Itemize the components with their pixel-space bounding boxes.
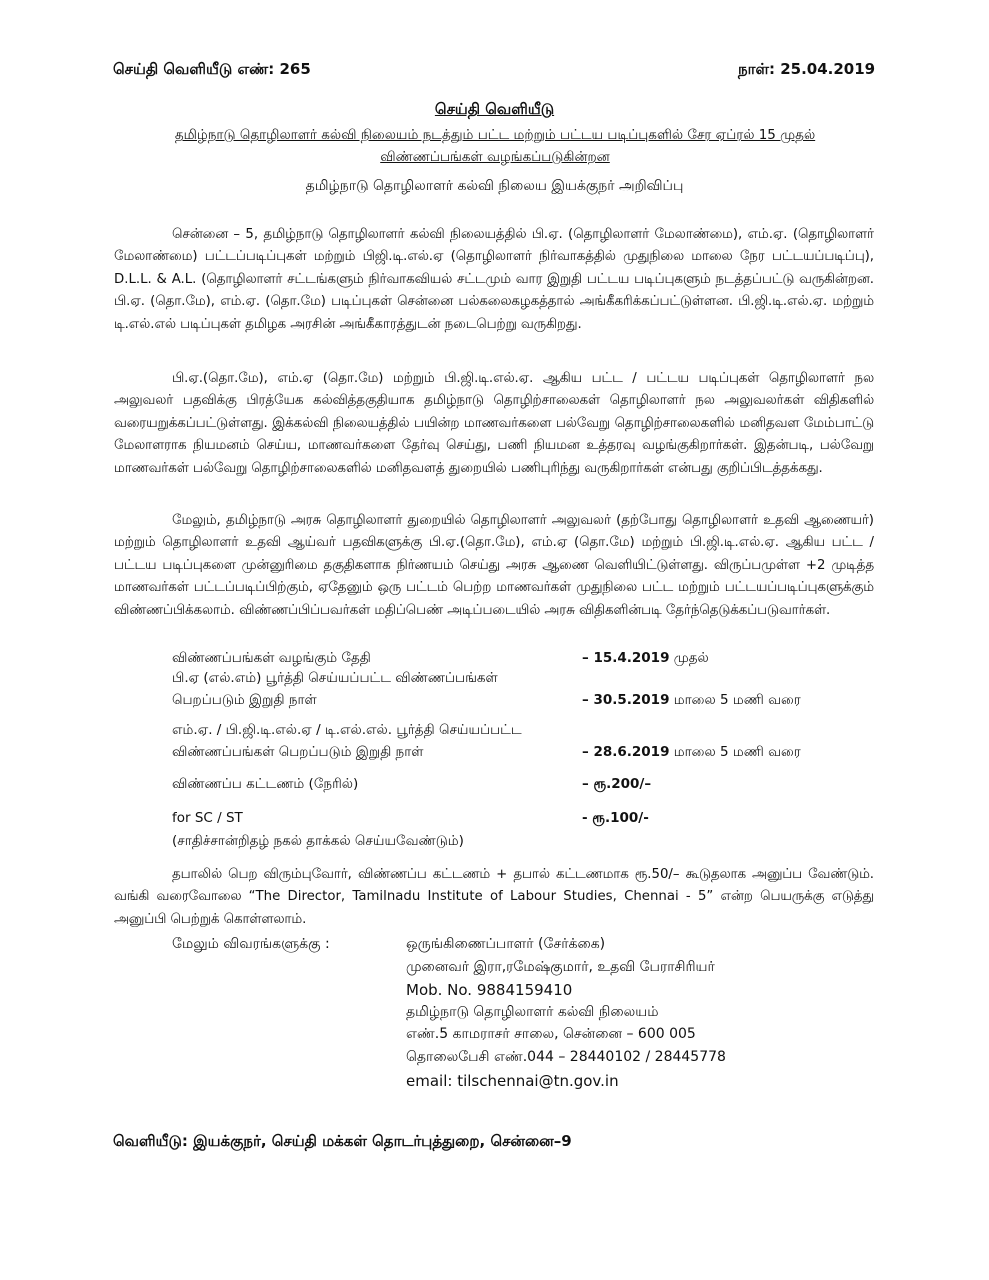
paragraph-intro: சென்னை – 5, தமிழ்நாடு தொழிலாளர் கல்வி நிலையத்தில் பி.ஏ. (தொழிலாளர் மேலாண்மை), எம்.ஏ. (தொழிலாளர் மேலாண்மை) பட்டப்படிப்புகள் மற்றும் பிஜி.டி.எல்.ஏ (தொழிலாளர் நிர்வாகத்தில் முதுநிலை மாலை நேர பட்டயப்படிப்பு), D.L.L. & A.L. (தொழிலாளர் சட்டங்களும் நிர்வாகவியல் சட்டமும் வார இறுதி பட்டய படிப்புகளும் நடத்தப்பட்டு வருகின்றன. பி.ஏ. (தொ.மே), எம்.ஏ. (தொ.மே) படிப்புகள் சென்னை பல்கலைகழகத்தால் அங்கீகரிக்கப்பட்டுள்ளன. பி.ஜி.டி.எல்.ஏ. மற்றும் டி.எல்.எல் படிப்புகள் தமிழக அரசின் அங்கீகாரத்துடன் நடைபெற்று வருகிறது. <box>114 227 874 332</box>
contact-phone: தொலைபேசி எண்.044 – 28440102 / 28445778 <box>406 1049 726 1065</box>
contact-mobile: Mob. No. 9884159410 <box>406 981 573 999</box>
contact-label: மேலும் விவரங்களுக்கு : <box>172 936 330 952</box>
scst-fee-label: for SC / ST <box>172 810 243 826</box>
release-date: நாள்: 25.04.2019 <box>738 60 876 78</box>
announcement: தமிழ்நாடு தொழிலாளர் கல்வி நிலைய இயக்குநர் அறிவிப்பு <box>305 178 684 194</box>
paragraph-government-order: மேலும், தமிழ்நாடு அரசு தொழிலாளர் துறையில் தொழிலாளர் அலுவலர் (தற்போது தொழிலாளர் உதவி ஆணையர்) மற்றும் தொழிலாளர் உதவி ஆய்வர் பதவிகளுக்கு பி.ஏ.(தொ.மே), எம்.ஏ (தொ.மே) மற்றும் பி.ஜி.டி.எல்.ஏ. ஆகிய பட்ட / பட்டய படிப்புகளை முன்னுரிமை தகுதிகளாக நிர்ணயம் செய்து அரசு ஆணை வெளியிட்டுள்ளது. விருப்பமுள்ள +2 முடித்த மாணவர்கள் பட்டப்படிப்பிற்கும், ஏதேனும் ஒரு பட்டம் பெற்ற மாணவர்கள் முதுநிலை பட்ட மற்றும் பட்டயப்படிப்புகளுக்கும் விண்ணப்பிக்கலாம். விண்ணப்பிப்பவர்கள் மதிப்பெண் அடிப்படையில் அரசு விதிகளின்படி தேர்ந்தெடுக்கப்படுவார்கள். <box>114 513 874 618</box>
fee-value: – ரூ.200/– <box>582 776 652 792</box>
scst-fee-value: - ரூ.100/- <box>582 810 649 826</box>
ma-deadline-label-1: எம்.ஏ. / பி.ஜி.டி.எல்.ஏ / டி.எல்.எல். பூர்த்தி செய்யப்பட்ட <box>172 722 522 738</box>
scst-fee-note: (சாதிச்சான்றிதழ் நகல் தாக்கல் செய்யவேண்டும்) <box>172 833 464 849</box>
ma-deadline-label-2: விண்ணப்பங்கள் பெறப்படும் இறுதி நாள் <box>172 744 424 760</box>
contact-person: முனைவர் இரா,ரமேஷ்குமார், உதவி பேராசிரியர் <box>406 959 715 975</box>
contact-address: எண்.5 காமராசர் சாலை, சென்னை – 600 005 <box>406 1026 696 1042</box>
fee-label: விண்ணப்ப கட்டணம் (நேரில்) <box>172 776 359 792</box>
paragraph-eligibility: பி.ஏ.(தொ.மே), எம்.ஏ (தொ.மே) மற்றும் பி.ஜி.டி.எல்.ஏ. ஆகிய பட்ட / பட்டய படிப்புகள் தொழிலாளர் நல அலுவலர் பதவிக்கு பிரத்யேக கல்வித்தகுதியாக தமிழ்நாடு தொழிற்சாலைகள் தொழிலாளர் நல அலுவலர்கள் விதிகளில் வரையறுக்கப்பட்டுள்ளது. இக்கல்வி நிலையத்தில் பயின்ற மாணவர்களை பல்வேறு தொழிற்சாலைகளில் மனிதவள மேம்பாட்டு மேலாளராக நியமனம் செய்ய, மாணவர்களை தேர்வு செய்து, பணி நியமன உத்தரவு வழங்குகிறார்கள். இதன்படி, பல்வேறு மாணவர்கள் பல்வேறு தொழிற்சாலைகளில் மனிதவளத் துறையில் பணிபுரிந்து வருகிறார்கள் என்பது குறிப்பிடத்தக்கது. <box>114 371 874 476</box>
contact-role: ஒருங்கிணைப்பாளர் (சேர்க்கை) <box>406 936 606 952</box>
ba-deadline-label-1: பி.ஏ (எல்.எம்) பூர்த்தி செய்யப்பட்ட விண்ணப்பங்கள் <box>172 670 498 686</box>
ma-deadline-value: – 28.6.2019 மாலை 5 மணி வரை <box>582 744 801 760</box>
ba-deadline-label-2: பெறப்படும் இறுதி நாள் <box>172 692 317 708</box>
issue-date-value: – 15.4.2019 முதல் <box>582 650 709 666</box>
postal-note: தபாலில் பெற விரும்புவோர், விண்ணப்ப கட்டணம் + தபால் கட்டணமாக ரூ.50/– கூடுதலாக அனுப்ப வேண்டும். வங்கி வரைவோலை “The Director, Tamilnadu Institute of Labour Studies, Chennai - 5” என்ற பெயருக்கு எடுத்து அனுப்பி பெற்றுக் கொள்ளலாம். <box>114 867 874 927</box>
contact-email: email: tilschennai@tn.gov.in <box>406 1072 619 1090</box>
page-title: செய்தி வெளியீடு <box>434 100 555 118</box>
ba-deadline-value: – 30.5.2019 மாலை 5 மணி வரை <box>582 692 801 708</box>
page-subtitle: தமிழ்நாடு தொழிலாளர் கல்வி நிலையம் நடத்தும் பட்ட மற்றும் பட்டய படிப்புகளில் சேர ஏப்ரல் 15 முதல் விண்ணப்பங்கள் வழங்கப்படுகின்றன <box>174 127 816 165</box>
footer-release: வெளியீடு: இயக்குநர், செய்தி மக்கள் தொடர்புத்துறை, சென்னை–9 <box>113 1132 572 1150</box>
release-number: செய்தி வெளியீடு எண்: 265 <box>113 60 311 78</box>
contact-institute: தமிழ்நாடு தொழிலாளர் கல்வி நிலையம் <box>406 1004 659 1020</box>
issue-date-label: விண்ணப்பங்கள் வழங்கும் தேதி <box>172 650 371 666</box>
